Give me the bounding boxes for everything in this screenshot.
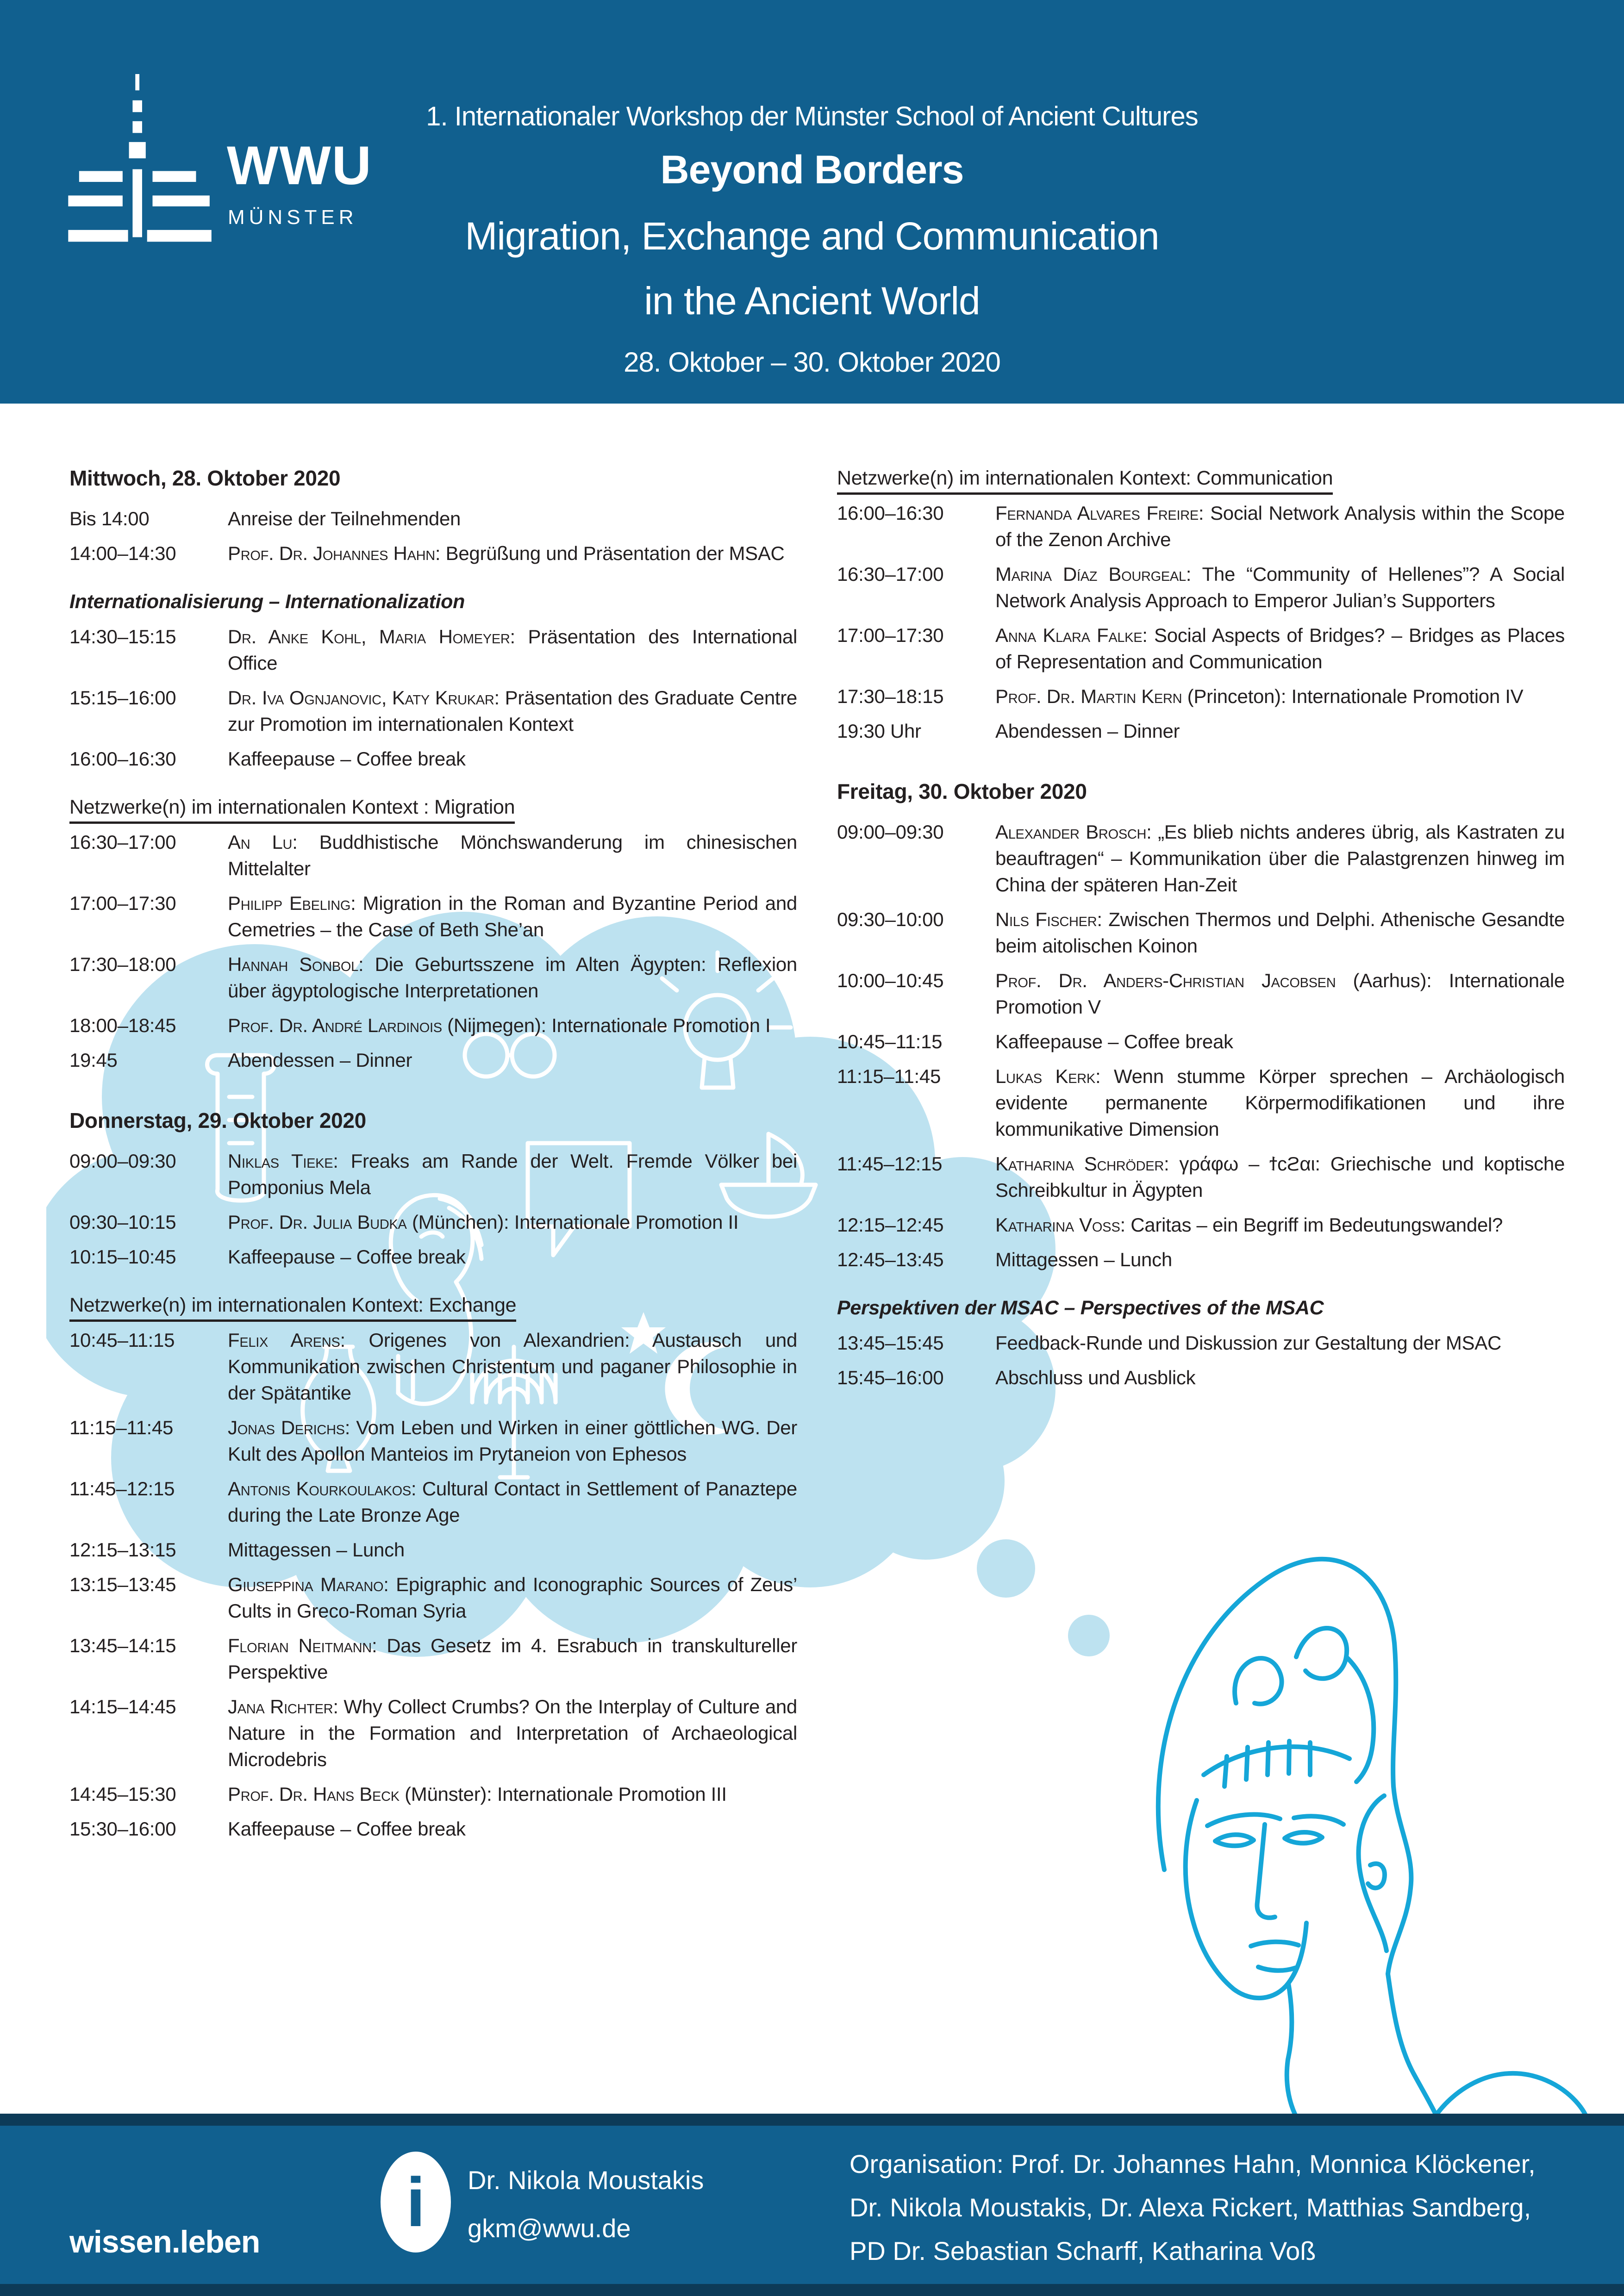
- speaker-name: An Lu: [228, 831, 293, 853]
- logo-acronym: WWU: [227, 135, 372, 196]
- event-description: [228, 1693, 797, 1773]
- event-text: : Präsentation des Graduate Centre zur Promotion im internationalen Kontext: [228, 687, 797, 735]
- schedule-column-left: [69, 465, 797, 1842]
- event-text: Kaffeepause – Coffee break: [228, 1246, 466, 1268]
- schedule-row: [69, 1475, 797, 1528]
- speaker-name: Marina Díaz Bourgeal: [995, 563, 1186, 585]
- event-text: : Buddhistische Mönchswanderung im chinesischen Mittelalter: [228, 831, 797, 879]
- section-label: Internationalisierung – Internationalization: [69, 591, 465, 613]
- event-description: [995, 906, 1565, 959]
- schedule-row: [837, 967, 1565, 1020]
- schedule-row: [69, 505, 797, 532]
- event-description: [228, 890, 797, 943]
- schedule-row: [69, 684, 797, 737]
- day-header: Donnerstag, 29. Oktober 2020: [69, 1108, 366, 1132]
- event-description: [995, 500, 1565, 553]
- section-header: [69, 1292, 797, 1319]
- event-text: : Vom Leben und Wirken in einer göttlichen WG. Der Kult des Apollon Manteios im Prytaneion von Ephesos: [228, 1417, 798, 1465]
- event-text: : Why Collect Crumbs? On the Interplay of Culture and Nature in the Formation and Interpretation of Archaeological Microdebris: [228, 1696, 797, 1770]
- footer-band: [0, 2114, 1624, 2296]
- thought-bubble-large: [977, 1539, 1035, 1598]
- event-description: [995, 1151, 1565, 1203]
- event-description: [228, 1327, 797, 1406]
- time-slot: 14:00–14:30: [69, 542, 176, 564]
- event-text: : Epigraphic and Iconographic Sources of Zeus’ Cults in Greco-Roman Syria: [228, 1574, 797, 1622]
- speaker-name: Alexander Brosch: [995, 821, 1147, 843]
- time-slot: 13:45–14:15: [69, 1635, 176, 1656]
- event-text: : Cultural Contact in Settlement of Panaztepe during the Late Bronze Age: [228, 1478, 797, 1526]
- event-text: Kaffeepause – Coffee break: [228, 748, 466, 770]
- day-header: Mittwoch, 28. Oktober 2020: [69, 466, 341, 490]
- schedule-row: [69, 1693, 797, 1773]
- event-text: : Zwischen Thermos und Delphi. Athenische Gesandte beim aitolischen Koinon: [995, 908, 1565, 957]
- speaker-name: Felix Arens: [228, 1329, 340, 1351]
- schedule-row: [69, 1047, 797, 1073]
- athena-line-drawing: [1088, 1504, 1624, 2115]
- day-header: Freitag, 30. Oktober 2020: [837, 779, 1087, 803]
- event-description: [228, 540, 797, 566]
- time-slot: 17:00–17:30: [69, 892, 176, 914]
- event-text: Feedback-Runde und Diskussion zur Gestaltung der MSAC: [995, 1332, 1501, 1354]
- section-label: Perspektiven der MSAC – Perspectives of the MSAC: [837, 1297, 1324, 1319]
- schedule-row: [69, 829, 797, 882]
- time-slot: 17:30–18:15: [837, 685, 944, 707]
- time-slot: 12:45–13:45: [837, 1249, 944, 1270]
- event-description: [995, 683, 1565, 709]
- event-description: [228, 1047, 797, 1073]
- time-slot: 16:00–16:30: [837, 502, 944, 524]
- schedule-row: [837, 561, 1565, 614]
- section-label: Netzwerke(n) im internationalen Kontext: Communication: [837, 467, 1333, 495]
- event-description: [228, 1414, 797, 1467]
- info-icon: [381, 2152, 451, 2252]
- footer-top-stripe: [0, 2114, 1624, 2126]
- speaker-name: Anna Klara Falke: [995, 624, 1143, 646]
- organisation-line: PD Dr. Sebastian Scharff, Katharina Voß: [849, 2236, 1316, 2265]
- schedule-row: [69, 1244, 797, 1270]
- section-header: [837, 1295, 1565, 1321]
- schedule-row: [837, 1246, 1565, 1273]
- speaker-name: Jonas Derichs: [228, 1417, 345, 1438]
- time-slot: 11:45–12:15: [69, 1478, 175, 1500]
- speaker-name: Antonis Kourkoulakos: [228, 1478, 411, 1500]
- schedule-row: [69, 623, 797, 676]
- event-text: : Freaks am Rande der Welt. Fremde Völker bei Pomponius Mela: [228, 1150, 797, 1198]
- time-slot: 18:00–18:45: [69, 1014, 176, 1036]
- time-slot: 09:00–09:30: [69, 1150, 176, 1172]
- time-slot: 14:45–15:30: [69, 1783, 176, 1805]
- event-text: : γράφω – ϯϲϩαι: Griechische und koptische Schreibkultur in Ägypten: [995, 1153, 1565, 1201]
- contact-name: Dr. Nikola Moustakis: [468, 2165, 704, 2195]
- section-header: [69, 794, 797, 821]
- event-description: [995, 1330, 1565, 1356]
- event-description: [995, 1063, 1565, 1142]
- schedule-row: [69, 1816, 797, 1842]
- event-description: [228, 1148, 797, 1201]
- event-description: [228, 1209, 797, 1235]
- schedule-row: [837, 1151, 1565, 1203]
- speaker-name: Giuseppina Marano: [228, 1574, 384, 1595]
- speaker-name: Niklas Tieke: [228, 1150, 333, 1172]
- time-slot: 17:00–17:30: [837, 624, 944, 646]
- event-text: (Münster): Internationale Promotion III: [399, 1783, 727, 1805]
- event-description: [995, 1246, 1565, 1273]
- time-slot: 19:45: [69, 1049, 118, 1071]
- schedule-row: [837, 622, 1565, 675]
- time-slot: 17:30–18:00: [69, 953, 176, 975]
- event-description: [228, 1244, 797, 1270]
- event-text: : „Es blieb nichts anderes übrig, als Kastraten zu beauftragen“ – Kommunikation über die Palastgrenzen hinweg im China der späteren Han-Zeit: [995, 821, 1565, 896]
- speaker-name: Fernanda Alvares Freire: [995, 502, 1199, 524]
- event-description: [228, 1012, 797, 1039]
- event-description: [228, 505, 797, 532]
- event-description: [995, 819, 1565, 898]
- event-description: [228, 951, 797, 1004]
- event-description: [995, 718, 1565, 744]
- speaker-name: Dr. Anke Kohl, Maria Homeyer: [228, 626, 510, 647]
- date-range: 28. Oktober – 30. Oktober 2020: [624, 347, 1000, 378]
- schedule-row: [837, 683, 1565, 709]
- time-slot: 15:45–16:00: [837, 1367, 944, 1388]
- speaker-name: Florian Neitmann: [228, 1635, 372, 1656]
- time-slot: 16:00–16:30: [69, 748, 176, 770]
- event-description: [228, 829, 797, 882]
- section-header: [837, 465, 1565, 492]
- speaker-name: Philipp Ebeling: [228, 892, 351, 914]
- event-text: (Nijmegen): Internationale Promotion I: [442, 1014, 771, 1036]
- contact-block: [468, 2156, 704, 2252]
- organisation-block: [849, 2142, 1536, 2273]
- section-label: Netzwerke(n) im internationalen Kontext : Migration: [69, 796, 515, 824]
- time-slot: 15:30–16:00: [69, 1818, 176, 1840]
- event-description: [995, 1364, 1565, 1391]
- time-slot: Bis 14:00: [69, 508, 150, 529]
- event-text: : Das Gesetz im 4. Esrabuch in transkultureller Perspektive: [228, 1635, 798, 1683]
- schedule-row: [69, 1327, 797, 1406]
- speaker-name: Prof. Dr. André Lardinois: [228, 1014, 442, 1036]
- time-slot: 09:30–10:15: [69, 1211, 176, 1233]
- event-description: [228, 1632, 797, 1685]
- time-slot: 11:15–11:45: [837, 1065, 941, 1087]
- speaker-name: Prof. Dr. Hans Beck: [228, 1783, 400, 1805]
- time-slot: 13:45–15:45: [837, 1332, 944, 1354]
- speaker-name: Katharina Schröder: [995, 1153, 1164, 1175]
- speaker-name: Prof. Dr. Johannes Hahn: [228, 542, 435, 564]
- speaker-name: Jana Richter: [228, 1696, 333, 1717]
- event-text: : Die Geburtsszene im Alten Ägypten: Reflexion über ägyptologische Interpretationen: [228, 953, 797, 1002]
- speaker-name: Hannah Sonbol: [228, 953, 358, 975]
- speaker-name: Prof. Dr. Anders-Christian Jacobsen: [995, 970, 1336, 991]
- schedule-row: [837, 1028, 1565, 1055]
- time-slot: 11:45–12:15: [837, 1153, 943, 1175]
- event-text: Abendessen – Dinner: [995, 720, 1180, 742]
- organisation-line: Dr. Nikola Moustakis, Dr. Alexa Rickert, Matthias Sandberg,: [849, 2193, 1531, 2222]
- schedule-row: [837, 1212, 1565, 1238]
- schedule-row: [69, 1414, 797, 1467]
- time-slot: 09:30–10:00: [837, 908, 944, 930]
- schedule-row: [69, 1537, 797, 1563]
- speaker-name: Nils Fischer: [995, 908, 1097, 930]
- event-text: : Begrüßung und Präsentation der MSAC: [435, 542, 785, 564]
- speaker-name: Prof. Dr. Martin Kern: [995, 685, 1182, 707]
- time-slot: 14:30–15:15: [69, 626, 176, 647]
- event-description: [995, 622, 1565, 675]
- event-text: Anreise der Teilnehmenden: [228, 508, 461, 529]
- event-text: : Social Network Analysis within the Scope of the Zenon Archive: [995, 502, 1565, 550]
- time-slot: 19:30 Uhr: [837, 720, 921, 742]
- poster-subtitle-2: in the Ancient World: [644, 279, 980, 323]
- time-slot: 15:15–16:00: [69, 687, 176, 709]
- event-text: : Caritas – ein Begriff im Bedeutungswandel?: [1120, 1214, 1503, 1236]
- event-description: [228, 684, 797, 737]
- event-text: (München): Internationale Promotion II: [406, 1211, 739, 1233]
- schedule-row: [69, 1209, 797, 1235]
- event-description: [228, 1475, 797, 1528]
- event-text: Kaffeepause – Coffee break: [995, 1031, 1233, 1052]
- event-text: : Präsentation des International Office: [228, 626, 797, 674]
- schedule-row: [69, 746, 797, 772]
- speaker-name: Dr. Iva Ognjanovic, Katy Krukar: [228, 687, 494, 709]
- event-description: [228, 1816, 797, 1842]
- time-slot: 16:30–17:00: [69, 831, 176, 853]
- time-slot: 10:45–11:15: [69, 1329, 175, 1351]
- time-slot: 09:00–09:30: [837, 821, 944, 843]
- event-description: [228, 1537, 797, 1563]
- event-description: [995, 1028, 1565, 1055]
- event-description: [228, 1781, 797, 1807]
- poster-subtitle-1: Migration, Exchange and Communication: [465, 214, 1159, 258]
- wissen-leben-claim: wissen.leben: [69, 2224, 260, 2259]
- schedule-row: [69, 1012, 797, 1039]
- organisation-line: Organisation: Prof. Dr. Johannes Hahn, Monnica Klöckener,: [849, 2149, 1536, 2178]
- workshop-line: 1. Internationaler Workshop der Münster School of Ancient Cultures: [426, 101, 1198, 131]
- schedule-row: [837, 500, 1565, 553]
- schedule-row: [69, 540, 797, 566]
- poster-title: Beyond Borders: [660, 148, 964, 192]
- event-text: Mittagessen – Lunch: [995, 1249, 1172, 1270]
- contact-email: gkm@wwu.de: [468, 2214, 631, 2243]
- time-slot: 10:45–11:15: [837, 1031, 943, 1052]
- event-text: : Social Aspects of Bridges? – Bridges as Places of Representation and Communication: [995, 624, 1565, 672]
- info-icon-glyph: i: [406, 2163, 425, 2241]
- event-text: Kaffeepause – Coffee break: [228, 1818, 466, 1840]
- schedule-row: [69, 1632, 797, 1685]
- schedule-row: [69, 1781, 797, 1807]
- event-description: [228, 623, 797, 676]
- time-slot: 12:15–13:15: [69, 1539, 176, 1561]
- time-slot: 12:15–12:45: [837, 1214, 944, 1236]
- section-label: Netzwerke(n) im internationalen Kontext: Exchange: [69, 1294, 516, 1322]
- schedule-row: [69, 1571, 797, 1624]
- schedule-row: [837, 819, 1565, 898]
- event-text: (Aarhus): Internationale Promotion V: [995, 970, 1565, 1018]
- schedule-row: [69, 951, 797, 1004]
- event-description: [995, 1212, 1565, 1238]
- schedule-row: [837, 906, 1565, 959]
- event-description: [228, 1571, 797, 1624]
- schedule-row: [69, 890, 797, 943]
- speaker-name: Prof. Dr. Julia Budka: [228, 1211, 407, 1233]
- event-description: [228, 746, 797, 772]
- event-description: [995, 561, 1565, 614]
- event-text: : Origenes von Alexandrien: Austausch und Kommunikation zwischen Christentum und paganer Philosophie in der Spätantike: [228, 1329, 798, 1404]
- event-description: [995, 967, 1565, 1020]
- time-slot: 16:30–17:00: [837, 563, 944, 585]
- event-text: : Migration in the Roman and Byzantine Period and Cemetries – the Case of Beth She’an: [228, 892, 797, 940]
- event-text: (Princeton): Internationale Promotion IV: [1182, 685, 1524, 707]
- speaker-name: Lukas Kerk: [995, 1065, 1095, 1087]
- speaker-name: Katharina Voß: [995, 1214, 1120, 1236]
- schedule-row: [837, 1063, 1565, 1142]
- time-slot: 10:00–10:45: [837, 970, 944, 991]
- schedule-row: [837, 718, 1565, 744]
- event-text: Mittagessen – Lunch: [228, 1539, 405, 1561]
- time-slot: 13:15–13:45: [69, 1574, 176, 1595]
- event-text: : Wenn stumme Körper sprechen – Archäologisch evidente permanente Körpermodifikationen und ihre kommunikative Dimension: [995, 1065, 1565, 1140]
- logo-city: MÜNSTER: [228, 206, 358, 229]
- schedule-row: [837, 1330, 1565, 1356]
- event-text: : The “Community of Hellenes”? A Social Network Analysis Approach to Emperor Julian’s Supporters: [995, 563, 1565, 611]
- schedule-column-right: [837, 465, 1565, 1391]
- footer-bottom-stripe: [0, 2284, 1624, 2296]
- event-text: Abendessen – Dinner: [228, 1049, 412, 1071]
- schedule-row: [69, 1148, 797, 1201]
- time-slot: 10:15–10:45: [69, 1246, 176, 1268]
- header-band: [0, 0, 1624, 404]
- event-text: Abschluss und Ausblick: [995, 1367, 1196, 1388]
- time-slot: 11:15–11:45: [69, 1417, 174, 1438]
- schedule-row: [837, 1364, 1565, 1391]
- section-header: [69, 589, 797, 615]
- time-slot: 14:15–14:45: [69, 1696, 176, 1717]
